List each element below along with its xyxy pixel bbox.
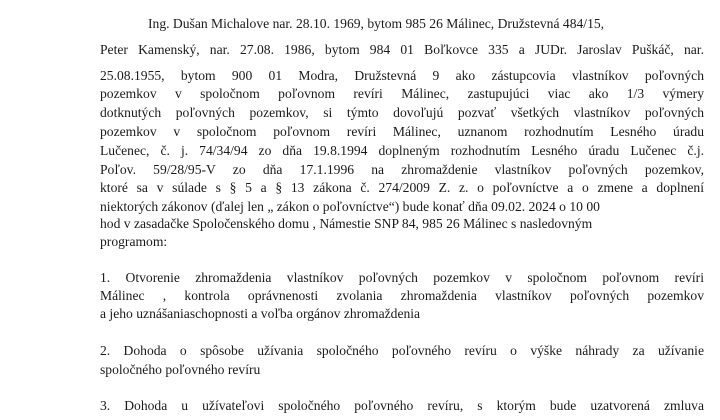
invitation-line: Lučenec, č. j. 74/34/94 zo dňa 19.8.1994 doplneným rozhodnutím Lesného úradu Lučenec č.j. <box>100 143 704 158</box>
invitation-line: programom: <box>100 234 168 249</box>
invitation-line: ktoré sa v súlade s § 5 a § 13 zákona č. 274/2009 Z. z. o poľovníctve a o zmene a doplnení <box>100 180 704 195</box>
invitation-line: pozemkov v spoločnom poľovnom revíri Málinec, uznanom rozhodnutím Lesného úradu <box>100 124 704 139</box>
agenda-line: 3. Dohoda u užívateľovi spoločného poľovného revíru, s ktorým bude uzatvorená zmluva <box>100 398 704 413</box>
agenda-line: 2. Dohoda o spôsobe užívania spoločného poľovného revíru o výške náhrady za užívanie <box>100 343 704 358</box>
invitation-line: dotknutých poľovných pozemkov, si týmto dovoľujú pozvať všetkých vlastníkov poľovných <box>100 105 704 120</box>
invitation-line: Ing. Dušan Michalove nar. 28.10. 1969, bytom 985 26 Málinec, Družstevná 484/15, <box>148 16 605 31</box>
agenda-line: Málinec , kontrola oprávnenosti zvolania zhromaždenia vlastníkov poľovných pozemkov <box>100 288 704 303</box>
invitation-line: niektorých zákonov (ďalej len „ zákon o poľovníctve“) bude konať dňa 09.02. 2024 o 10 00 <box>100 199 600 214</box>
agenda-line: 1. Otvorenie zhromaždenia vlastníkov poľovných pozemkov v spoločnom poľovnom revíri <box>100 270 704 285</box>
invitation-line: 25.08.1955, bytom 900 01 Modra, Družstevná 9 ako zástupcovia vlastníkov poľovných <box>100 68 704 83</box>
invitation-line: Peter Kamenský, nar. 27.08. 1986, bytom 984 01 Boľkovce 335 a JUDr. Jaroslav Puškáč, nar. <box>100 42 704 57</box>
invitation-line: hod v zasadačke Spoločenského domu , Námestie SNP 84, 985 26 Málinec s nasledovným <box>100 216 593 231</box>
agenda-line: spoločného poľovného revíru <box>100 362 261 377</box>
agenda-line: a jeho uznášaniaschopnosti a voľba orgánov zhromaždenia <box>100 306 421 321</box>
invitation-line: pozemkov v spoločnom poľovnom revíri Málinec, zastupujúci viac ako 1/3 výmery <box>100 86 704 101</box>
invitation-line: Poľov. 59/28/95-V zo dňa 17.1.1996 na zhromaždenie vlastníkov poľovných pozemkov, <box>100 162 704 177</box>
